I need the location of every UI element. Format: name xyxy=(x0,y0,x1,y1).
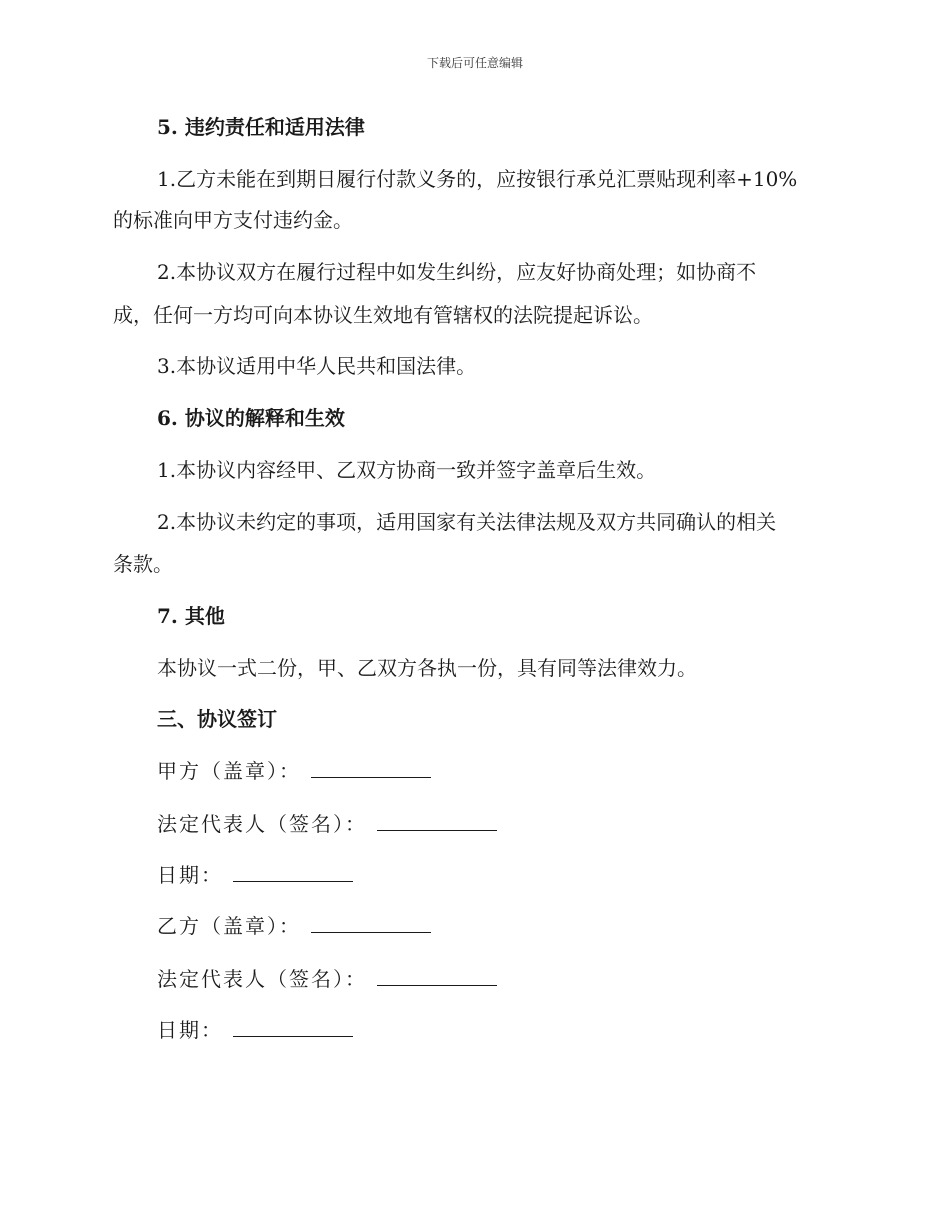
section-6-heading: 6. 协议的解释和生效 xyxy=(157,406,345,430)
party-a-date-row xyxy=(157,863,353,887)
section-6-paragraph-2-line-2: 条款。 xyxy=(113,552,173,576)
party-a-representative-row xyxy=(157,812,497,836)
section-5-paragraph-2-line-1: 2.本协议双方在履行过程中如发生纠纷，应友好协商处理；如协商不 xyxy=(157,260,757,284)
party-a-date-label: 日期： xyxy=(157,863,223,887)
party-a-date-blank xyxy=(233,863,353,882)
section-6-paragraph-2-line-1: 2.本协议未约定的事项，适用国家有关法律法规及双方共同确认的相关 xyxy=(157,510,777,534)
party-a-representative-label: 法定代表人（签名）： xyxy=(157,812,367,836)
party-b-representative-blank xyxy=(377,967,497,986)
section-5-paragraph-3: 3.本协议适用中华人民共和国法律。 xyxy=(157,354,477,378)
party-b-date-blank xyxy=(233,1018,353,1037)
section-5-paragraph-2-line-2: 成，任何一方均可向本协议生效地有管辖权的法院提起诉讼。 xyxy=(113,303,653,327)
party-a-representative-blank xyxy=(377,812,497,831)
party-a-seal-row xyxy=(157,759,431,783)
party-b-date-row xyxy=(157,1018,353,1042)
page-header: 下载后可任意编辑 xyxy=(426,56,523,70)
party-a-seal-blank xyxy=(311,759,431,778)
party-b-seal-row xyxy=(157,914,431,938)
signing-section-heading: 三、协议签订 xyxy=(157,707,277,731)
section-6-paragraph-1: 1.本协议内容经甲、乙双方协商一致并签字盖章后生效。 xyxy=(157,458,657,482)
section-7-heading: 7. 其他 xyxy=(157,604,225,628)
party-b-date-label: 日期： xyxy=(157,1018,223,1042)
section-5-heading: 5. 违约责任和适用法律 xyxy=(157,115,365,139)
party-b-representative-label: 法定代表人（签名）： xyxy=(157,967,367,991)
party-b-seal-blank xyxy=(311,914,431,933)
party-b-representative-row xyxy=(157,967,497,991)
section-7-paragraph-1: 本协议一式二份，甲、乙双方各执一份，具有同等法律效力。 xyxy=(157,656,697,680)
section-5-paragraph-1-line-2: 的标准向甲方支付违约金。 xyxy=(113,208,353,232)
section-5-paragraph-1-line-1: 1.乙方未能在到期日履行付款义务的，应按银行承兑汇票贴现利率+10% xyxy=(157,167,798,191)
party-b-seal-label: 乙方（盖章）： xyxy=(157,914,301,938)
party-a-seal-label: 甲方（盖章）： xyxy=(157,759,301,783)
